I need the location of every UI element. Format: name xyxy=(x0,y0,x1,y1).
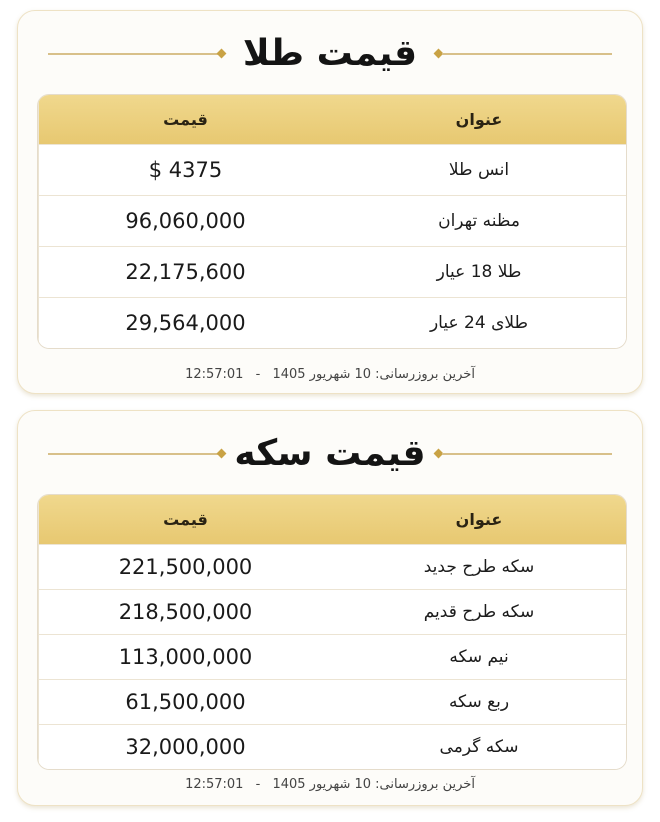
table-row xyxy=(38,246,626,297)
table-row xyxy=(38,144,626,195)
update-separator: - xyxy=(255,367,261,382)
table-row xyxy=(38,589,626,634)
header-price: قیمت xyxy=(38,95,332,144)
name-cell: ربع سکه xyxy=(448,692,510,712)
name-cell: سکه طرح جدید xyxy=(423,557,535,577)
update-label: آخرین بروزرسانی: xyxy=(375,367,475,382)
table-row xyxy=(38,195,626,246)
ornament-line-right xyxy=(442,53,612,55)
price-cell: 218,500,000 xyxy=(38,590,332,634)
table-row xyxy=(38,544,626,589)
coin-price-table xyxy=(37,494,627,770)
gold-price-table xyxy=(37,94,627,349)
gold-title: قیمت طلا xyxy=(242,33,418,74)
update-separator: - xyxy=(255,777,261,792)
update-time: 12:57:01 xyxy=(185,367,244,382)
name-cell: سکه طرح قدیم xyxy=(423,602,535,622)
header-name: عنوان xyxy=(455,510,503,529)
coin-price-card xyxy=(17,410,643,806)
name-cell: انس طلا xyxy=(448,160,510,180)
name-cell: سکه گرمی xyxy=(439,737,519,757)
price-cell: 221,500,000 xyxy=(38,545,332,589)
price-cell: 29,564,000 xyxy=(38,298,332,348)
coin-title: قیمت سکه xyxy=(234,433,426,474)
table-row xyxy=(38,724,626,769)
table-row xyxy=(38,679,626,724)
header-price: قیمت xyxy=(38,495,332,544)
price-cell: 96,060,000 xyxy=(38,196,332,246)
table-row xyxy=(38,634,626,679)
price-cell: 32,000,000 xyxy=(38,725,332,769)
update-time: 12:57:01 xyxy=(185,777,244,792)
name-cell: نیم سکه xyxy=(449,647,509,667)
update-date: 10 شهریور 1405 xyxy=(272,777,372,792)
last-update xyxy=(18,367,642,382)
name-cell: طلا 18 عیار xyxy=(436,262,522,282)
table-row xyxy=(38,297,626,348)
coin-title-row xyxy=(18,429,642,479)
update-label: آخرین بروزرسانی: xyxy=(375,777,475,792)
gold-price-card xyxy=(17,10,643,394)
table-header xyxy=(38,95,626,144)
table-header xyxy=(38,495,626,544)
price-cell: 61,500,000 xyxy=(38,680,332,724)
update-date: 10 شهریور 1405 xyxy=(272,367,372,382)
header-name: عنوان xyxy=(455,110,503,129)
name-cell: طلای 24 عیار xyxy=(429,313,529,333)
ornament-line-right xyxy=(442,453,612,455)
price-cell: 22,175,600 xyxy=(38,247,332,297)
price-cell: $ 4375 xyxy=(38,145,332,195)
name-cell: مظنه تهران xyxy=(438,211,520,231)
price-cell: 113,000,000 xyxy=(38,635,332,679)
gold-title-row xyxy=(18,29,642,79)
last-update xyxy=(18,777,642,792)
